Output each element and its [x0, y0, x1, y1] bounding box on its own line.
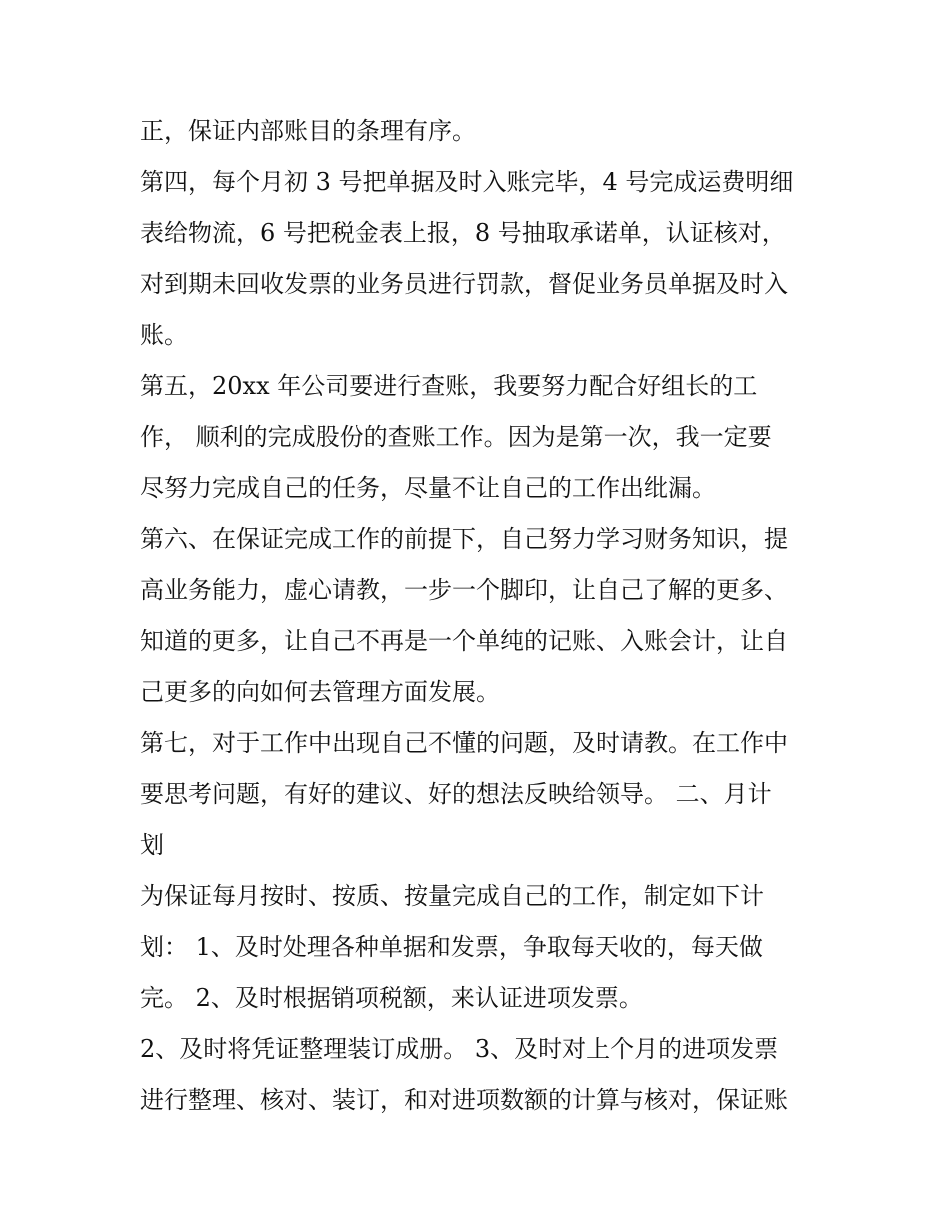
- text-line: 划： 1、及时处理各种单据和发票，争取每天收的，每天做: [140, 933, 763, 961]
- text-line: 表给物流，6 号把税金表上报，8 号抽取承诺单，认证核对，: [140, 219, 786, 247]
- text-line: 为保证每月按时、按质、按量完成自己的工作，制定如下计: [140, 882, 764, 910]
- text-line: 第六、在保证完成工作的前提下，自己努力学习财务知识，提: [140, 525, 788, 553]
- text-line: 划: [140, 831, 164, 859]
- text-line: 账。: [140, 321, 188, 349]
- text-line: 尽努力完成自己的任务，尽量不让自己的工作出纰漏。: [140, 474, 716, 502]
- text-line: 完。 2、及时根据销项税额，来认证进项发票。: [140, 984, 643, 1012]
- text-line: 2、及时将凭证整理装订成册。 3、及时对上个月的进项发票: [140, 1035, 779, 1063]
- text-line: 第七，对于工作中出现自己不懂的问题，及时请教。在工作中: [140, 729, 788, 757]
- text-line: 作， 顺利的完成股份的查账工作。因为是第一次，我一定要: [140, 423, 772, 451]
- text-line: 第四，每个月初 3 号把单据及时入账完毕，4 号完成运费明细: [140, 168, 794, 196]
- text-line: 己更多的向如何去管理方面发展。: [140, 678, 500, 706]
- document-body: [140, 106, 830, 1126]
- text-line: 知道的更多，让自己不再是一个单纯的记账、入账会计，让自: [140, 627, 788, 655]
- text-line: 高业务能力，虚心请教，一步一个脚印，让自己了解的更多、: [140, 576, 788, 604]
- text-line: 要思考问题，有好的建议、好的想法反映给领导。 二、月计: [140, 780, 772, 808]
- text-line: 进行整理、核对、装订，和对进项数额的计算与核对，保证账: [140, 1086, 788, 1114]
- text-line: 对到期未回收发票的业务员进行罚款，督促业务员单据及时入: [140, 270, 788, 298]
- text-line: 正，保证内部账目的条理有序。: [140, 117, 476, 145]
- text-line: 第五，20xx 年公司要进行查账，我要努力配合好组长的工: [140, 372, 758, 400]
